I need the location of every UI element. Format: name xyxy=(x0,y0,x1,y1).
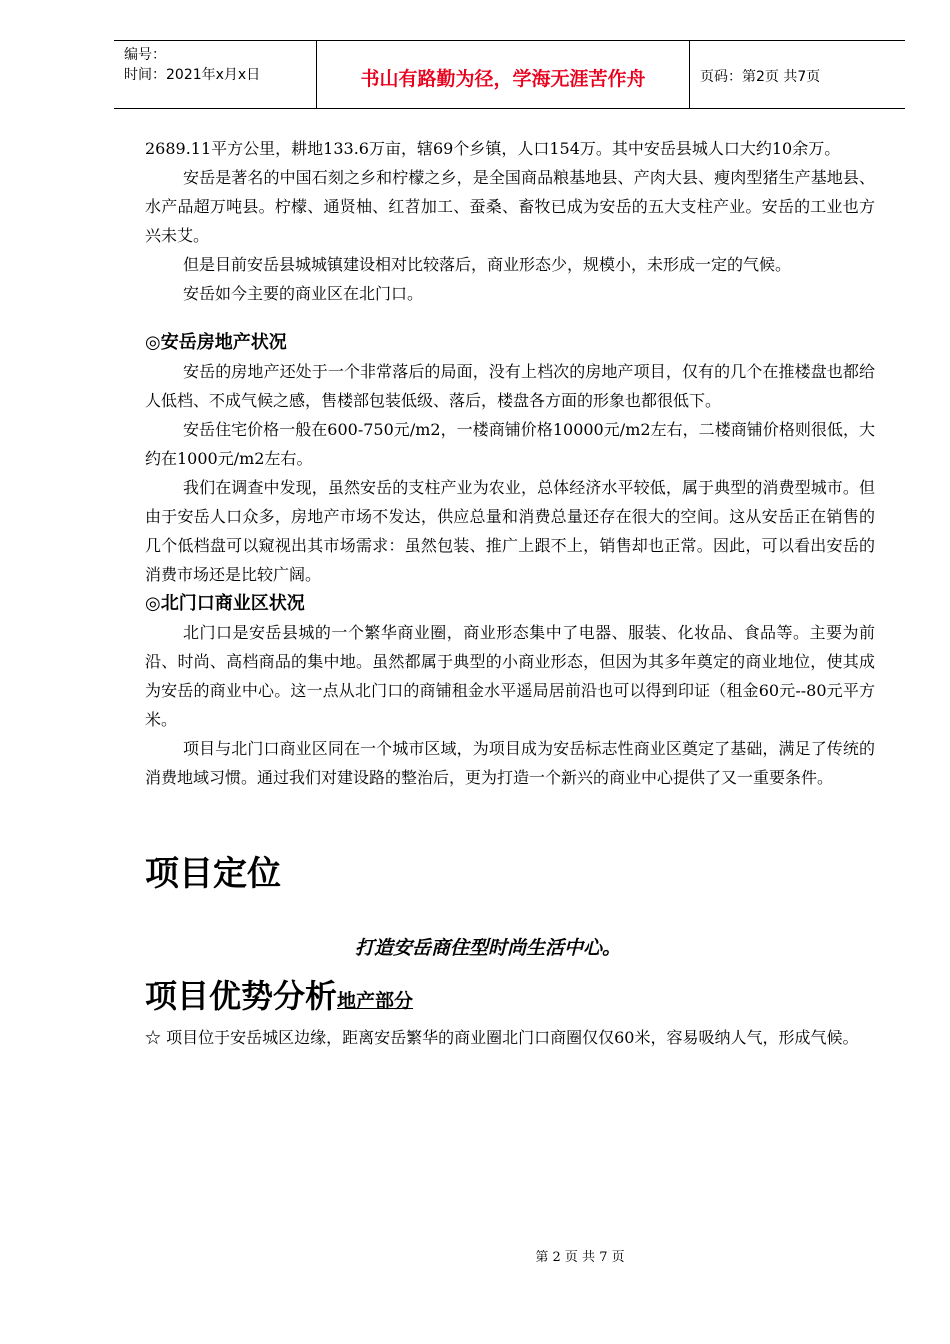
document-number-label: 编号： xyxy=(124,47,166,63)
header-left-cell xyxy=(114,41,317,108)
heading-advantage-analysis xyxy=(145,974,875,1023)
heading-advantage-main: 项目优势分析 xyxy=(145,977,338,1015)
page-header xyxy=(114,40,905,109)
header-motto: 书山有路勤为径，学海无涯苦作舟 xyxy=(360,68,646,90)
paragraph-business-district: 安岳如今主要的商业区在北门口。 xyxy=(183,284,424,303)
heading-project-positioning: 项目定位 xyxy=(145,854,281,894)
paragraph-advantage-1: ☆ 项目位于安岳城区边缘，距离安岳繁华的商业圈北门口商圈仅仅60米，容易吸纳人气，形成气候。 xyxy=(145,1028,859,1047)
paragraph-beimenkou-status: 北门口是安岳县城的一个繁华商业圈，商业形态集中了电器、服装、化妆品、食品等。主要为前沿、时尚、高档商品的集中地。虽然都属于典型的小商业形态，但因为其多年奠定的商业地位，使其成为安岳的商业中心。这一点从北门口的商铺租金水平遥局居前沿也可以得到印证（租金60元--80元平方米。 xyxy=(145,623,875,729)
paragraph-project-location: 项目与北门口商业区同在一个城市区域，为项目成为安岳标志性商业区奠定了基础，满足了传统的消费地域习惯。通过我们对建设路的整治后，更为打造一个新兴的商业中心提供了又一重要条件。 xyxy=(145,739,875,787)
document-time-label: 时间：2021年x月x日 xyxy=(124,67,261,83)
paragraph-town-construction: 但是目前安岳县城城镇建设相对比较落后，商业形态少，规模小，未形成一定的气候。 xyxy=(183,255,792,274)
footer-page-number: 第 2 页 共 7 页 xyxy=(535,1250,625,1265)
header-middle-cell xyxy=(317,41,690,108)
page-footer xyxy=(0,1246,950,1265)
paragraph-market-analysis: 我们在调查中发现，虽然安岳的支柱产业为农业，总体经济水平较低，属于典型的消费型城市。但由于安岳人口众多，房地产市场不发达，供应总量和消费总量还存在很大的空间。这从安岳正在销售的几个低档盘可以窥视出其市场需求：虽然包装、推广上跟不上，销售却也正常。因此，可以看出安岳的消费市场还是比较广阔。 xyxy=(145,478,875,584)
header-right-cell xyxy=(690,41,905,108)
paragraph-real-estate-status: 安岳的房地产还处于一个非常落后的局面，没有上档次的房地产项目，仅有的几个在推楼盘也都给人低档、不成气候之感，售楼部包装低级、落后，楼盘各方面的形象也都很低下。 xyxy=(145,362,875,410)
section-heading-real-estate: ◎安岳房地产状况 xyxy=(145,332,287,353)
paragraph-area-population: 2689.11平方公里，耕地133.6万亩，辖69个乡镇，人口154万。其中安岳县城人口大约10余万。 xyxy=(145,139,841,158)
document-body xyxy=(145,134,875,1052)
header-page-info: 页码：第2页 共7页 xyxy=(700,69,821,85)
positioning-slogan: 打造安岳商住型时尚生活中心。 xyxy=(355,937,622,959)
paragraph-industries: 安岳是著名的中国石刻之乡和柠檬之乡，是全国商品粮基地县、产肉大县、瘦肉型猪生产基地县、水产品超万吨县。柠檬、通贤柚、红苕加工、蚕桑、畜牧已成为安岳的五大支柱产业。安岳的工业也方兴未艾。 xyxy=(145,168,875,245)
paragraph-housing-prices: 安岳住宅价格一般在600-750元/m2，一楼商铺价格10000元/m2左右，二楼商铺价格则很低，大约在1000元/m2左右。 xyxy=(145,420,875,468)
section-heading-beimenkou: ◎北门口商业区状况 xyxy=(145,593,305,614)
heading-advantage-sub: 地产部分 xyxy=(337,990,414,1012)
